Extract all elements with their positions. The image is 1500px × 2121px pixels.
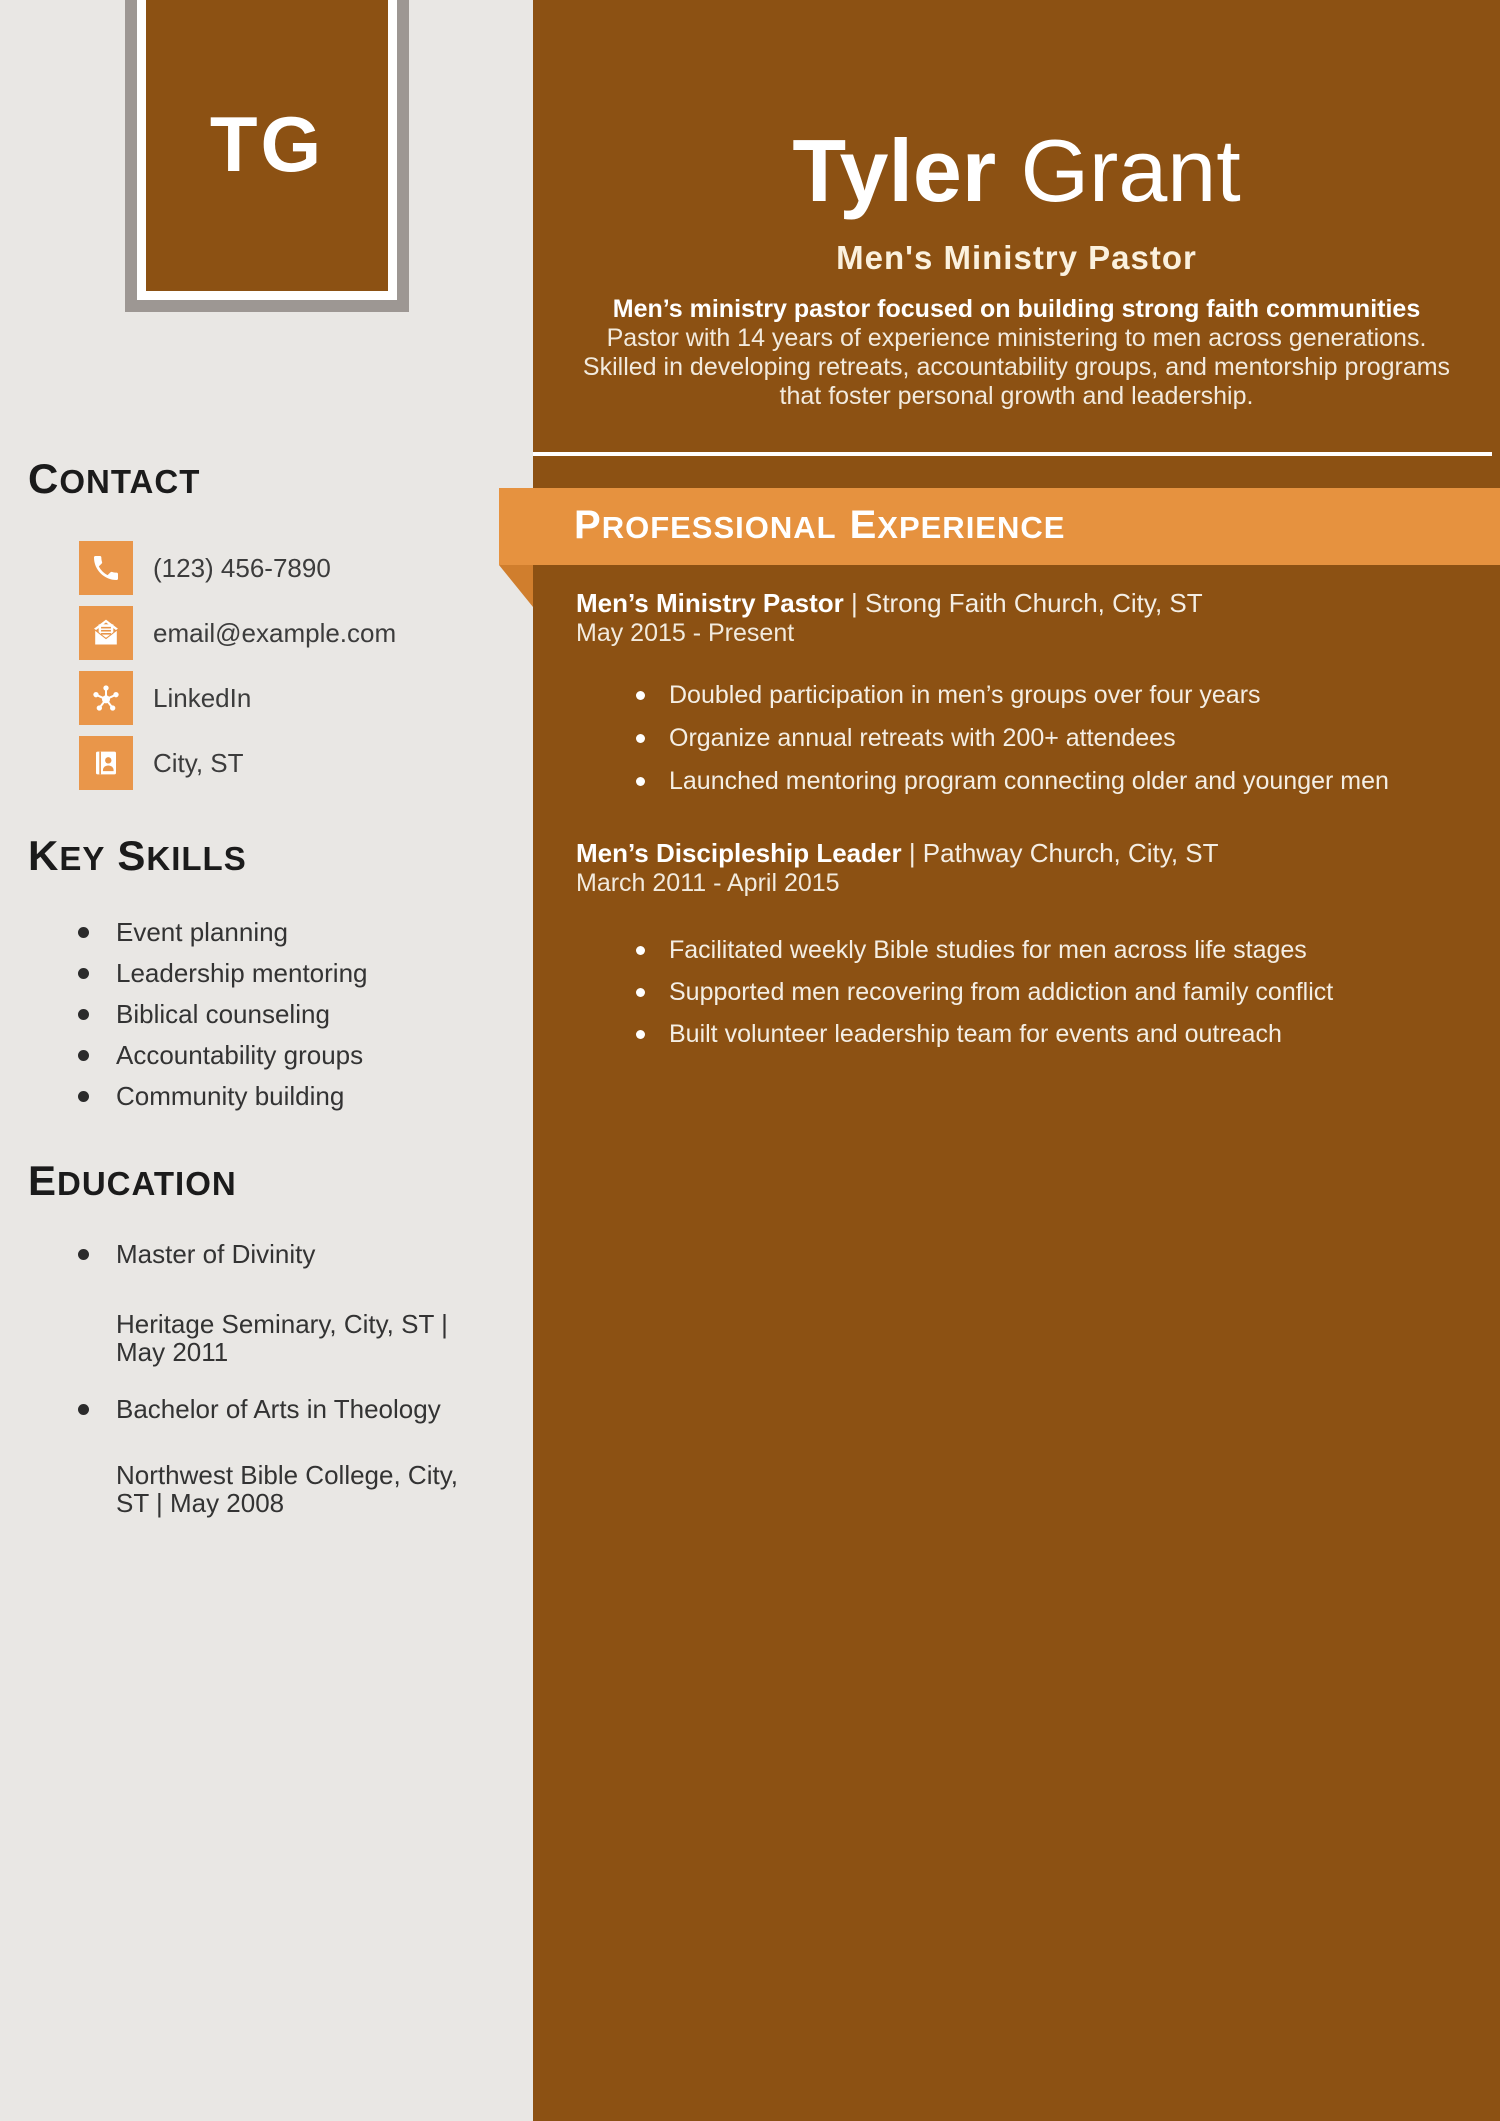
first-name: Tyler [792, 121, 997, 220]
bullet-item: Built volunteer leadership team for events and outreach [636, 1013, 1333, 1055]
bullet-item: Doubled participation in men’s groups over four years [636, 674, 1389, 717]
skill-item: Accountability groups [78, 1035, 368, 1076]
right-panel [533, 0, 1500, 2121]
skill-item: Community building [78, 1076, 368, 1117]
bullet-item: Facilitated weekly Bible studies for men across life stages [636, 929, 1333, 971]
bullet-item: Organize annual retreats with 200+ attendees [636, 717, 1389, 760]
contact-row-linkedin [79, 671, 251, 725]
person-job-title: Men's Ministry Pastor [836, 239, 1197, 276]
skill-item: Biblical counseling [78, 994, 368, 1035]
email-address: email@example.com [153, 617, 397, 648]
monogram-initials: TG [209, 99, 325, 188]
header-divider-line [533, 452, 1492, 456]
last-name: Grant [1020, 121, 1241, 220]
job-dates: May 2015 - Present [576, 619, 795, 647]
bullet-item: Supported men recovering from addiction and family conflict [636, 971, 1333, 1013]
education-school: Northwest Bible College, City, ST | May 2008 [116, 1460, 458, 1518]
summary-body: Pastor with 14 years of experience ministering to men across generations. Skilled in developing retreats, accountability groups, and mentorship programs that foster personal growth and leadership. [582, 324, 1451, 410]
skill-item: Event planning [78, 912, 368, 953]
monogram-badge [125, 0, 409, 312]
linkedin-label: LinkedIn [153, 682, 252, 713]
linkedin-icon [79, 671, 133, 725]
person-name [533, 121, 1500, 220]
job-title-line: Men’s Ministry Pastor | Strong Faith Church, City, ST [576, 588, 1203, 618]
phone-number: (123) 456-7890 [153, 552, 331, 583]
experience-section-banner [499, 488, 1500, 565]
summary-block [575, 295, 1458, 411]
job-dates: March 2011 - April 2015 [576, 869, 840, 897]
location-icon [79, 736, 133, 790]
education-degree: Bachelor of Arts in Theology [78, 1394, 441, 1424]
contact-row-phone [79, 541, 331, 595]
contact-heading: CONTACT [28, 455, 201, 502]
education-school: Heritage Seminary, City, ST | May 2011 [116, 1309, 448, 1367]
phone-icon [79, 541, 133, 595]
contact-row-location [79, 736, 244, 790]
location-label: City, ST [153, 747, 244, 778]
education-heading: EDUCATION [28, 1157, 237, 1204]
education-degree: Master of Divinity [78, 1239, 315, 1269]
job-title-line: Men’s Discipleship Leader | Pathway Church, City, ST [576, 838, 1219, 868]
skills-heading: KEY SKILLS [28, 832, 247, 879]
job-bullet-list [636, 929, 1333, 1055]
skills-list [78, 912, 368, 1117]
job-bullet-list [636, 674, 1389, 803]
monogram-inner-frame [137, 0, 397, 300]
banner-fold-corner [499, 565, 533, 607]
experience-section-heading: PROFESSIONAL EXPERIENCE [574, 503, 1066, 547]
bullet-item: Launched mentoring program connecting older and younger men [636, 760, 1389, 803]
contact-row-email [79, 606, 396, 660]
summary-headline: Men’s ministry pastor focused on building strong faith communities [612, 295, 1421, 323]
skill-item: Leadership mentoring [78, 953, 368, 994]
email-icon [79, 606, 133, 660]
